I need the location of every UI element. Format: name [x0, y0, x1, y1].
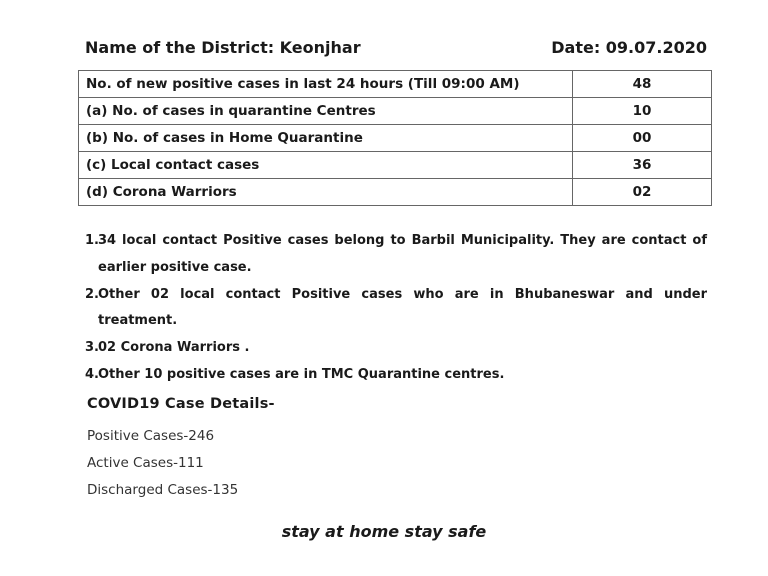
table-row: [79, 125, 712, 152]
row-value: 02: [573, 179, 712, 206]
note-number: 1.: [85, 233, 99, 248]
note-text: [98, 282, 707, 336]
note-item: [85, 335, 707, 362]
table-row: [79, 179, 712, 206]
table-row: [79, 98, 712, 125]
row-label: No. of new positive cases in last 24 hours (Till 09:00 AM): [79, 71, 573, 98]
row-label: (d) Corona Warriors: [79, 179, 573, 206]
note-line: 34 local contact Positive cases belong to Barbil Municipality. They are contact of: [98, 233, 707, 248]
note-number: 2.: [85, 286, 99, 302]
note-text: [98, 228, 707, 282]
active-cases: Active Cases-111: [87, 455, 204, 471]
row-label: (b) No. of cases in Home Quarantine: [79, 125, 573, 152]
note-text: [98, 362, 707, 389]
discharged-cases: Discharged Cases-135: [87, 482, 239, 498]
row-label: (c) Local contact cases: [79, 152, 573, 179]
note-line: Other 02 local contact Positive cases who are in Bhubaneswar and under: [98, 286, 707, 302]
note-line: 02 Corona Warriors .: [98, 340, 250, 356]
row-value: 00: [573, 125, 712, 152]
note-line: treatment.: [98, 313, 178, 329]
row-label: (a) No. of cases in quarantine Centres: [79, 98, 573, 125]
note-item: [85, 228, 707, 282]
note-number: 4.: [85, 366, 99, 382]
table-row: [79, 71, 712, 98]
note-number: 3.: [85, 340, 99, 356]
row-value: 10: [573, 98, 712, 125]
row-value: 36: [573, 152, 712, 179]
case-summary-table: [78, 70, 712, 206]
row-value: 48: [573, 71, 712, 98]
document-header: [85, 38, 707, 62]
table-row: [79, 152, 712, 179]
report-date: Date: 09.07.2020: [551, 38, 707, 57]
positive-cases: Positive Cases-246: [87, 428, 215, 444]
case-details-title: COVID19 Case Details-: [87, 396, 275, 412]
district-name: Name of the District: Keonjhar: [85, 38, 361, 57]
tagline: stay at home stay safe: [281, 522, 487, 541]
notes-list: [85, 228, 707, 389]
note-text: [98, 335, 707, 362]
note-line: earlier positive case.: [98, 259, 252, 275]
note-item: [85, 362, 707, 389]
note-item: [85, 282, 707, 336]
note-line: Other 10 positive cases are in TMC Quarantine centres.: [98, 366, 505, 382]
